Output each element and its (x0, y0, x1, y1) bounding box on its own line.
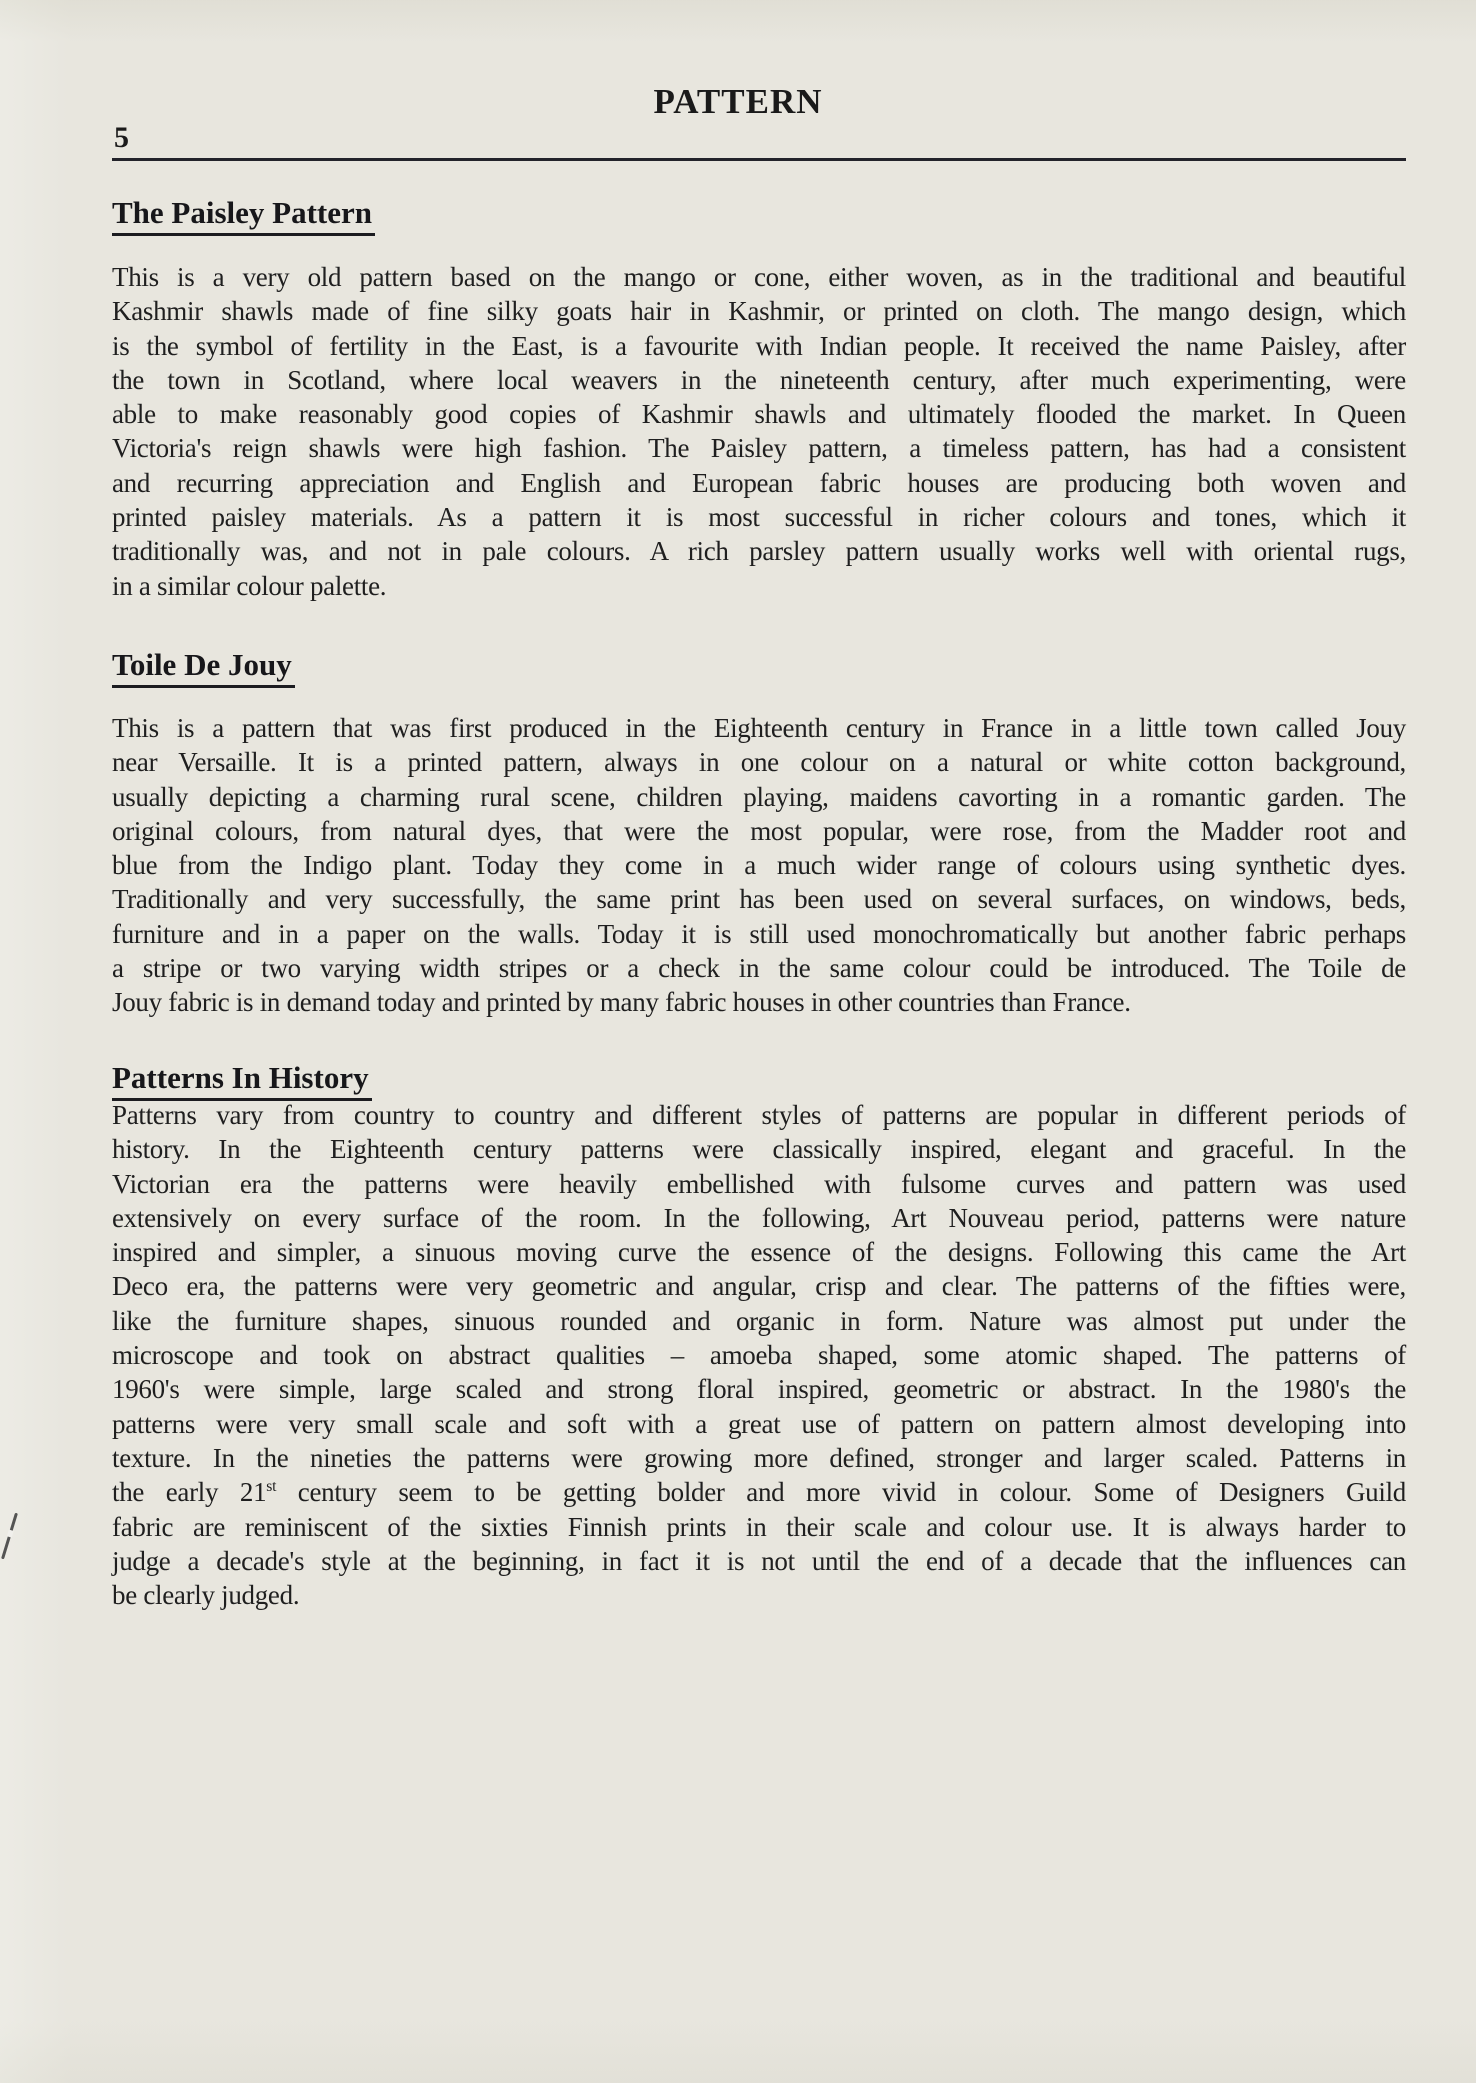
text-line: Traditionally and very successfully, the same print has been used on several surfaces, on windows, beds, (112, 884, 1406, 915)
text-line: the early 21st century seem to be getting bolder and more vivid in colour. Some of Designers Guild (112, 1477, 1406, 1508)
text-line: microscope and took on abstract qualities – amoeba shaped, some atomic shaped. The patterns of (112, 1340, 1406, 1371)
text-line: Jouy fabric is in demand today and printed by many fabric houses in other countries than France. (112, 987, 1131, 1018)
text-line: blue from the Indigo plant. Today they come in a much wider range of colours using synthetic dyes. (112, 850, 1406, 881)
text-line: This is a very old pattern based on the mango or cone, either woven, as in the traditional and beautiful (112, 262, 1406, 292)
page-title: PATTERN (653, 82, 823, 121)
text-line: texture. In the nineties the patterns were growing more defined, stronger and larger scaled. Patterns in (112, 1442, 1406, 1473)
section-heading-text: Toile De Jouy (112, 647, 295, 688)
text-line: is the symbol of fertility in the East, is a favourite with Indian people. It received the name Paisley, after (112, 330, 1406, 361)
text-line: Victorian era the patterns were heavily embellished with fulsome curves and pattern was used (112, 1168, 1406, 1199)
section-heading-text: Patterns In History (112, 1060, 372, 1101)
text-line: like the furniture shapes, sinuous rounded and organic in form. Nature was almost put under the (112, 1305, 1406, 1336)
header-rule (112, 116, 1406, 161)
page-number: 5 (114, 121, 129, 154)
text-line: able to make reasonably good copies of Kashmir shawls and ultimately flooded the market. In Queen (112, 399, 1406, 430)
pen-mark-artifact (1, 1513, 18, 1560)
text-line: and recurring appreciation and English and European fabric houses are producing both woven and (112, 467, 1406, 498)
text-line: 1960's were simple, large scaled and strong floral inspired, geometric or abstract. In the 1980's the (112, 1374, 1406, 1405)
text-line: near Versaille. It is a printed pattern, always in one colour on a natural or white cotton background, (112, 747, 1406, 778)
text-line: be clearly judged. (112, 1580, 300, 1611)
text-line: Deco era, the patterns were very geometric and angular, crisp and clear. The patterns of the fifties were, (112, 1271, 1406, 1302)
text-line: a stripe or two varying width stripes or a check in the same colour could be introduced. The Toile de (112, 953, 1406, 984)
text-line: the town in Scotland, where local weavers in the nineteenth century, after much experimenting, were (112, 364, 1406, 395)
text-line: furniture and in a paper on the walls. Today it is still used monochromatically but another fabric perhaps (112, 918, 1406, 949)
text-line: traditionally was, and not in pale colours. A rich parsley pattern usually works well with oriental rugs, (112, 536, 1406, 567)
text-line: printed paisley materials. As a pattern it is most successful in richer colours and tones, which it (112, 502, 1406, 533)
text-line: Patterns vary from country to country and different styles of patterns are popular in different periods of (112, 1100, 1406, 1130)
text-line: history. In the Eighteenth century patterns were classically inspired, elegant and graceful. In the (112, 1134, 1406, 1165)
text-line: inspired and simpler, a sinuous moving curve the essence of the designs. Following this came the Art (112, 1237, 1406, 1268)
text-line: Victoria's reign shawls were high fashion. The Paisley pattern, a timeless pattern, has had a consistent (112, 433, 1406, 464)
text-line: judge a decade's style at the beginning, in fact it is not until the end of a decade that the influences can (112, 1545, 1406, 1576)
paragraph-toile (112, 711, 1406, 1020)
text-line: patterns were very small scale and soft with a great use of pattern on pattern almost developing into (112, 1408, 1406, 1439)
text-line: original colours, from natural dyes, that were the most popular, were rose, from the Madder root and (112, 815, 1406, 846)
section-heading-toile (112, 647, 295, 688)
section-heading-paisley (112, 195, 375, 236)
text-line: extensively on every surface of the room. In the following, Art Nouveau period, patterns were nature (112, 1202, 1406, 1233)
text-line: Kashmir shawls made of fine silky goats hair in Kashmir, or printed on cloth. The mango design, which (112, 296, 1406, 327)
paragraph-history (112, 1098, 1406, 1612)
section-heading-text: The Paisley Pattern (112, 195, 375, 236)
text-line: usually depicting a charming rural scene, children playing, maidens cavorting in a romantic garden. The (112, 781, 1406, 812)
text-line: fabric are reminiscent of the sixties Finnish prints in their scale and colour use. It is always harder to (112, 1511, 1406, 1542)
text-line: This is a pattern that was first produced in the Eighteenth century in France in a little town called Jouy (112, 713, 1406, 743)
paragraph-paisley (112, 260, 1406, 603)
text-line: in a similar colour palette. (112, 570, 387, 601)
section-heading-history (112, 1060, 372, 1101)
